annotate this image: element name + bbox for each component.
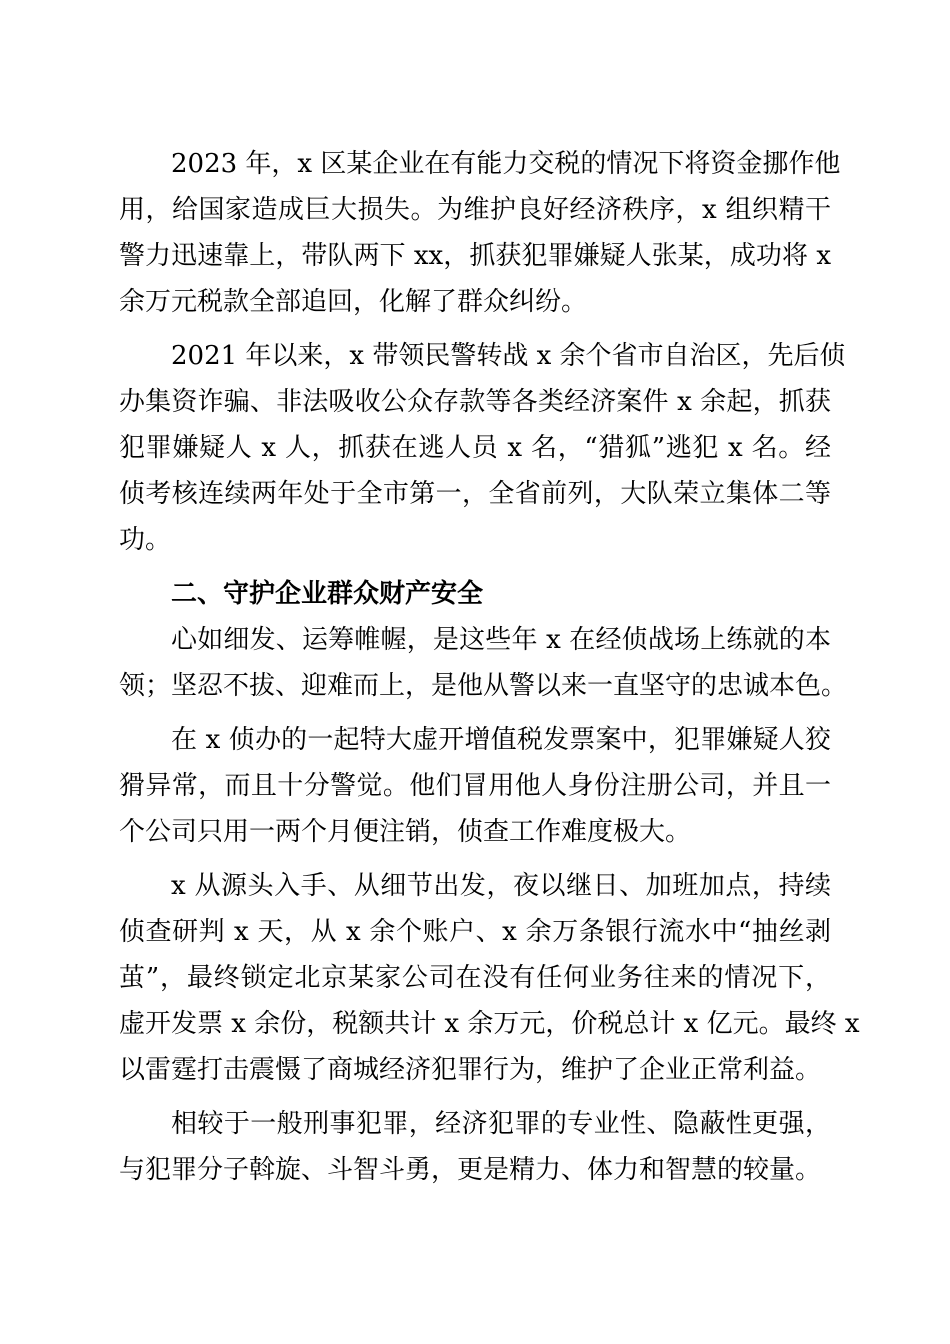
text-line: 领；坚忍不拔、迎难而上，是他从警以来一直坚守的忠诚本色。 [119,671,848,701]
text-line: 余万元税款全部追回，化解了群众纠纷。 [119,287,588,317]
paragraph-invoice-case [119,717,831,855]
text-line: 与犯罪分子斡旋、斗智斗勇，更是精力、体力和智慧的较量。 [119,1155,822,1185]
text-line: 个公司只用一两个月便注销，侦查工作难度极大。 [119,817,692,847]
paragraph-skills [119,617,848,709]
text-line: 心如细发、运筹帷幄，是这些年 x 在经侦战场上练就的本 [171,625,831,655]
section-heading: 二、守护企业群众财产安全 [171,579,484,609]
text-line: 办集资诈骗、非法吸收公众存款等各类经济案件 x 余起，抓获 [119,387,831,417]
text-line: 用，给国家造成巨大损失。为维护良好经济秩序，x 组织精干 [119,195,831,225]
text-line: 在 x 侦办的一起特大虚开增值税发票案中，犯罪嫌疑人狡 [171,725,831,755]
text-line: 虚开发票 x 余份，税额共计 x 余万元，价税总计 x 亿元。最终 x [119,1009,860,1039]
text-line: 茧”，最终锁定北京某家公司在没有任何业务往来的情况下， [119,963,831,993]
text-line: 功。 [119,525,172,555]
text-line: 以雷霆打击震慑了商城经济犯罪行为，维护了企业正常利益。 [119,1055,822,1085]
text-line: x 从源头入手、从细节出发，夜以继日、加班加点，持续 [171,871,831,901]
text-line: 侦考核连续两年处于全市第一，全省前列，大队荣立集体二等 [119,479,831,509]
text-line: 2021 年以来，x 带领民警转战 x 余个省市自治区，先后侦 [171,341,846,371]
paragraph-tax-case-2023 [119,141,841,325]
text-line: 相较于一般刑事犯罪，经济犯罪的专业性、隐蔽性更强， [171,1109,831,1139]
text-line: 猾异常，而且十分警觉。他们冒用他人身份注册公司，并且一 [119,771,831,801]
paragraph-economic-crime [119,1101,831,1193]
paragraph-achievements-since-2021 [119,333,846,563]
text-line: 2023 年，x 区某企业在有能力交税的情况下将资金挪作他 [171,149,841,179]
text-line: 警力迅速靠上，带队两下 xx，抓获犯罪嫌疑人张某，成功将 x [119,241,831,271]
paragraph-investigation [119,863,860,1093]
text-line: 侦查研判 x 天，从 x 余个账户、x 余万条银行流水中“抽丝剥 [119,917,831,947]
text-line: 犯罪嫌疑人 x 人，抓获在逃人员 x 名，“猎狐”逃犯 x 名。经 [119,433,831,463]
document-page [119,141,860,1193]
